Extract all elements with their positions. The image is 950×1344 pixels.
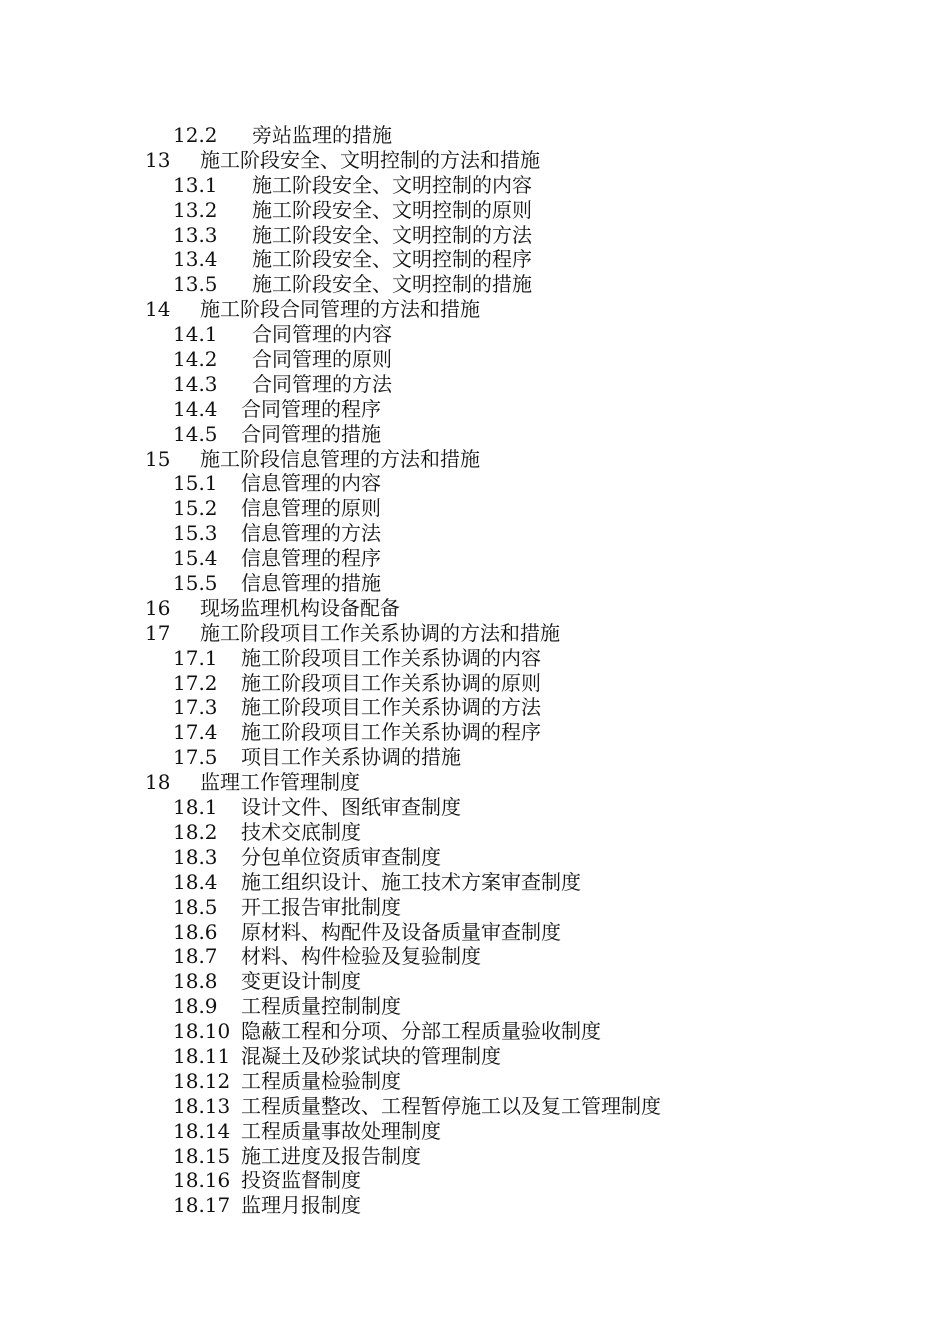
toc-subsection-row: [0, 795, 950, 820]
toc-entry-title: 施工阶段安全、文明控制的内容: [252, 172, 532, 197]
toc-entry-number: 13.2: [173, 197, 218, 222]
toc-subsection-row: [0, 372, 950, 397]
toc-entry-number: 12.2: [173, 123, 218, 147]
toc-entry-title: 项目工作关系协调的措施: [241, 745, 461, 770]
toc-entry-number: 17.1: [173, 645, 218, 670]
toc-subsection-row: [0, 496, 950, 521]
toc-entry-title: 工程质量事故处理制度: [241, 1118, 441, 1143]
toc-subsection-row: [0, 223, 950, 248]
toc-entry-title: 信息管理的原则: [241, 496, 381, 521]
toc-entry-title: 施工阶段安全、文明控制的措施: [252, 272, 532, 297]
toc-entry-title: 施工阶段项目工作关系协调的程序: [241, 720, 541, 745]
toc-subsection-row: [0, 845, 950, 870]
toc-entry-title: 原材料、构配件及设备质量审查制度: [241, 919, 561, 944]
toc-subsection-row: [0, 471, 950, 496]
toc-entry-title: 施工阶段项目工作关系协调的方法: [241, 695, 541, 720]
toc-entry-title: 信息管理的内容: [241, 471, 381, 496]
toc-subsection-row: [0, 969, 950, 994]
toc-entry-title: 设计文件、图纸审查制度: [241, 795, 461, 820]
toc-entry-title: 投资监督制度: [241, 1168, 361, 1193]
toc-entry-number: 15: [145, 446, 171, 471]
toc-section-row: [0, 447, 950, 472]
toc-entry-number: 14.5: [173, 421, 218, 446]
toc-entry-number: 14.1: [173, 322, 218, 347]
toc-subsection-row: [0, 397, 950, 422]
toc-entry-number: 18.3: [173, 844, 218, 869]
toc-entry-title: 施工组织设计、施工技术方案审查制度: [241, 869, 581, 894]
toc-subsection-row: [0, 272, 950, 297]
toc-entry-title: 隐蔽工程和分项、分部工程质量验收制度: [241, 1019, 601, 1044]
toc-subsection-row: [0, 1044, 950, 1069]
toc-entry-number: 13.4: [173, 247, 218, 272]
toc-subsection-row: [0, 671, 950, 696]
toc-subsection-row: [0, 994, 950, 1019]
toc-entry-title: 合同管理的方法: [252, 371, 392, 396]
toc-subsection-row: [0, 521, 950, 546]
toc-entry-number: 18.12: [173, 1068, 231, 1093]
toc-entry-number: 18.7: [173, 944, 218, 969]
toc-entry-title: 技术交底制度: [241, 819, 361, 844]
toc-subsection-row: [0, 571, 950, 596]
toc-entry-number: 18.5: [173, 894, 218, 919]
toc-entry-number: 18: [145, 770, 171, 795]
toc-entry-title: 施工阶段项目工作关系协调的内容: [241, 645, 541, 670]
toc-subsection-row: [0, 820, 950, 845]
toc-entry-title: 合同管理的原则: [252, 347, 392, 372]
toc-entry-number: 13.3: [173, 222, 218, 247]
toc-entry-number: 17.3: [173, 695, 218, 720]
toc-section-row: [0, 621, 950, 646]
toc-entry-number: 13: [145, 147, 171, 172]
toc-subsection-row: [0, 1019, 950, 1044]
toc-entry-title: 旁站监理的措施: [252, 123, 392, 147]
toc-entry-title: 监理月报制度: [241, 1193, 361, 1218]
toc-entry-title: 工程质量整改、工程暂停施工以及复工管理制度: [241, 1093, 661, 1118]
toc-subsection-row: [0, 198, 950, 223]
toc-entry-number: 15.3: [173, 521, 218, 546]
toc-entry-title: 合同管理的程序: [241, 396, 381, 421]
toc-subsection-row: [0, 1168, 950, 1193]
toc-subsection-row: [0, 870, 950, 895]
toc-entry-number: 15.1: [173, 471, 218, 496]
toc-entry-title: 材料、构件检验及复验制度: [241, 944, 481, 969]
toc-entry-number: 18.8: [173, 969, 218, 994]
toc-subsection-row: [0, 123, 950, 148]
toc-entry-number: 18.9: [173, 994, 218, 1019]
toc-entry-title: 工程质量控制制度: [241, 994, 401, 1019]
toc-entry-title: 施工阶段安全、文明控制的原则: [252, 197, 532, 222]
toc-entry-number: 15.2: [173, 496, 218, 521]
toc-entry-title: 施工阶段安全、文明控制的程序: [252, 247, 532, 272]
toc-entry-number: 18.13: [173, 1093, 231, 1118]
toc-entry-number: 13.1: [173, 172, 218, 197]
toc-entry-number: 15.4: [173, 546, 218, 571]
toc-entry-number: 14.4: [173, 396, 218, 421]
toc-entry-number: 17.4: [173, 720, 218, 745]
toc-entry-number: 18.17: [173, 1193, 231, 1218]
toc-entry-title: 现场监理机构设备配备: [200, 595, 400, 620]
toc-entry-title: 混凝土及砂浆试块的管理制度: [241, 1043, 501, 1068]
toc-entry-title: 施工阶段信息管理的方法和措施: [200, 446, 480, 471]
table-of-contents: [0, 123, 950, 1218]
toc-subsection-row: [0, 422, 950, 447]
toc-entry-number: 18.6: [173, 919, 218, 944]
toc-entry-number: 17.5: [173, 745, 218, 770]
toc-entry-title: 施工阶段安全、文明控制的方法和措施: [200, 147, 540, 172]
toc-entry-title: 施工阶段合同管理的方法和措施: [200, 297, 480, 322]
toc-entry-number: 18.14: [173, 1118, 231, 1143]
toc-entry-number: 18.11: [173, 1043, 231, 1068]
toc-entry-title: 施工阶段安全、文明控制的方法: [252, 222, 532, 247]
toc-subsection-row: [0, 1094, 950, 1119]
toc-section-row: [0, 770, 950, 795]
toc-entry-number: 18.2: [173, 819, 218, 844]
toc-entry-number: 17.2: [173, 670, 218, 695]
toc-subsection-row: [0, 895, 950, 920]
toc-subsection-row: [0, 920, 950, 945]
toc-entry-number: 18.10: [173, 1019, 231, 1044]
toc-entry-number: 14.3: [173, 371, 218, 396]
toc-entry-title: 合同管理的内容: [252, 322, 392, 347]
toc-subsection-row: [0, 247, 950, 272]
toc-subsection-row: [0, 1144, 950, 1169]
toc-entry-title: 施工阶段项目工作关系协调的方法和措施: [200, 620, 560, 645]
toc-entry-title: 开工报告审批制度: [241, 894, 401, 919]
toc-section-row: [0, 596, 950, 621]
toc-subsection-row: [0, 1119, 950, 1144]
toc-subsection-row: [0, 1193, 950, 1218]
toc-entry-title: 信息管理的程序: [241, 546, 381, 571]
toc-subsection-row: [0, 347, 950, 372]
toc-entry-title: 监理工作管理制度: [200, 770, 360, 795]
toc-subsection-row: [0, 646, 950, 671]
toc-entry-title: 变更设计制度: [241, 969, 361, 994]
toc-entry-number: 18.1: [173, 795, 218, 820]
toc-entry-number: 13.5: [173, 272, 218, 297]
toc-entry-number: 18.4: [173, 869, 218, 894]
toc-entry-number: 14: [145, 297, 171, 322]
toc-entry-title: 信息管理的方法: [241, 521, 381, 546]
toc-subsection-row: [0, 745, 950, 770]
toc-entry-title: 施工进度及报告制度: [241, 1143, 421, 1168]
toc-entry-title: 工程质量检验制度: [241, 1068, 401, 1093]
toc-entry-number: 18.16: [173, 1168, 231, 1193]
toc-subsection-row: [0, 173, 950, 198]
toc-entry-number: 17: [145, 620, 171, 645]
toc-section-row: [0, 148, 950, 173]
toc-entry-title: 合同管理的措施: [241, 421, 381, 446]
toc-entry-title: 信息管理的措施: [241, 571, 381, 596]
toc-entry-number: 15.5: [173, 571, 218, 596]
toc-entry-number: 16: [145, 595, 171, 620]
toc-subsection-row: [0, 695, 950, 720]
toc-entry-title: 施工阶段项目工作关系协调的原则: [241, 670, 541, 695]
toc-subsection-row: [0, 944, 950, 969]
toc-subsection-row: [0, 546, 950, 571]
toc-entry-number: 14.2: [173, 347, 218, 372]
toc-subsection-row: [0, 720, 950, 745]
toc-subsection-row: [0, 322, 950, 347]
toc-entry-number: 18.15: [173, 1143, 231, 1168]
toc-entry-title: 分包单位资质审查制度: [241, 844, 441, 869]
toc-subsection-row: [0, 1069, 950, 1094]
toc-section-row: [0, 297, 950, 322]
